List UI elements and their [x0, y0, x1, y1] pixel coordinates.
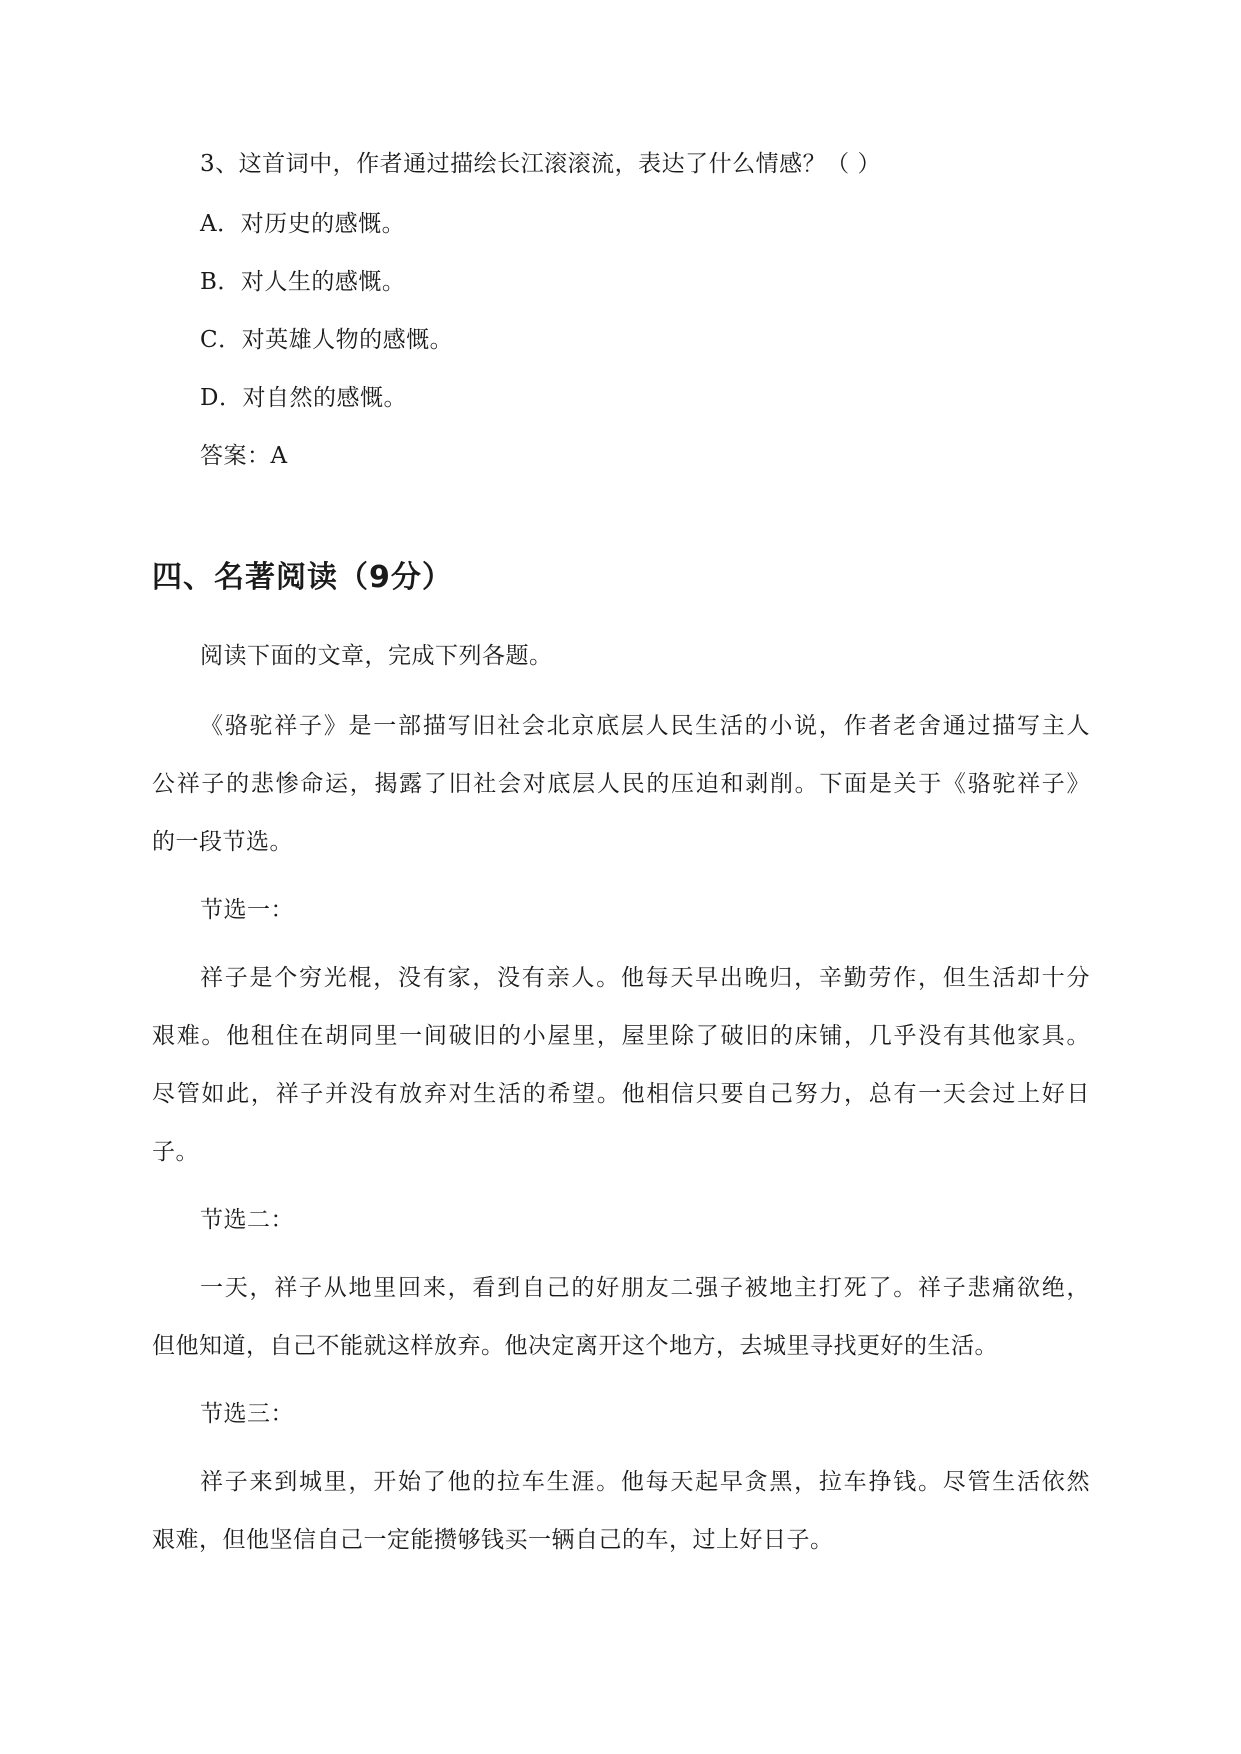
reading-instruction: 阅读下面的文章，完成下列各题。: [200, 643, 553, 669]
excerpt-line: 祥子来到城里，开始了他的拉车生涯。他每天起早贪黑，拉车挣钱。尽管生活依然: [200, 1469, 1090, 1495]
option-c: C．对英雄人物的感慨。: [200, 327, 454, 353]
excerpt-line: 艰难，但他坚信自己一定能攒够钱买一辆自己的车，过上好日子。: [152, 1527, 834, 1553]
section-heading: 四、名著阅读（9分）: [152, 560, 453, 595]
excerpt-line: 子。: [152, 1139, 199, 1165]
option-b: B．对人生的感慨。: [200, 269, 406, 295]
excerpt-label: 节选一：: [200, 897, 294, 923]
excerpt-label: 节选二：: [200, 1207, 294, 1233]
excerpt-line: 尽管如此，祥子并没有放弃对生活的希望。他相信只要自己努力，总有一天会过上好日: [152, 1081, 1090, 1107]
answer-text: 答案：A: [200, 443, 288, 469]
excerpt-line: 但他知道，自己不能就这样放弃。他决定离开这个地方，去城里寻找更好的生活。: [152, 1333, 998, 1359]
excerpt-line: 艰难。他租住在胡同里一间破旧的小屋里，屋里除了破旧的床铺，几乎没有其他家具。: [152, 1023, 1090, 1049]
intro-line: 公祥子的悲惨命运，揭露了旧社会对底层人民的压迫和剥削。下面是关于《骆驼祥子》: [152, 771, 1090, 797]
intro-line: 《骆驼祥子》是一部描写旧社会北京底层人民生活的小说，作者老舍通过描写主人: [200, 713, 1090, 739]
intro-line: 的一段节选。: [152, 829, 293, 855]
question-stem: 3、这首词中，作者通过描绘长江滚滚流，表达了什么情感？（ ）: [200, 151, 881, 177]
excerpt-line: 祥子是个穷光棍，没有家，没有亲人。他每天早出晚归，辛勤劳作，但生活却十分: [200, 965, 1090, 991]
excerpt-label: 节选三：: [200, 1401, 294, 1427]
option-a: A．对历史的感慨。: [200, 211, 406, 237]
option-d: D．对自然的感慨。: [200, 385, 407, 411]
excerpt-line: 一天，祥子从地里回来，看到自己的好朋友二强子被地主打死了。祥子悲痛欲绝，: [200, 1275, 1090, 1301]
